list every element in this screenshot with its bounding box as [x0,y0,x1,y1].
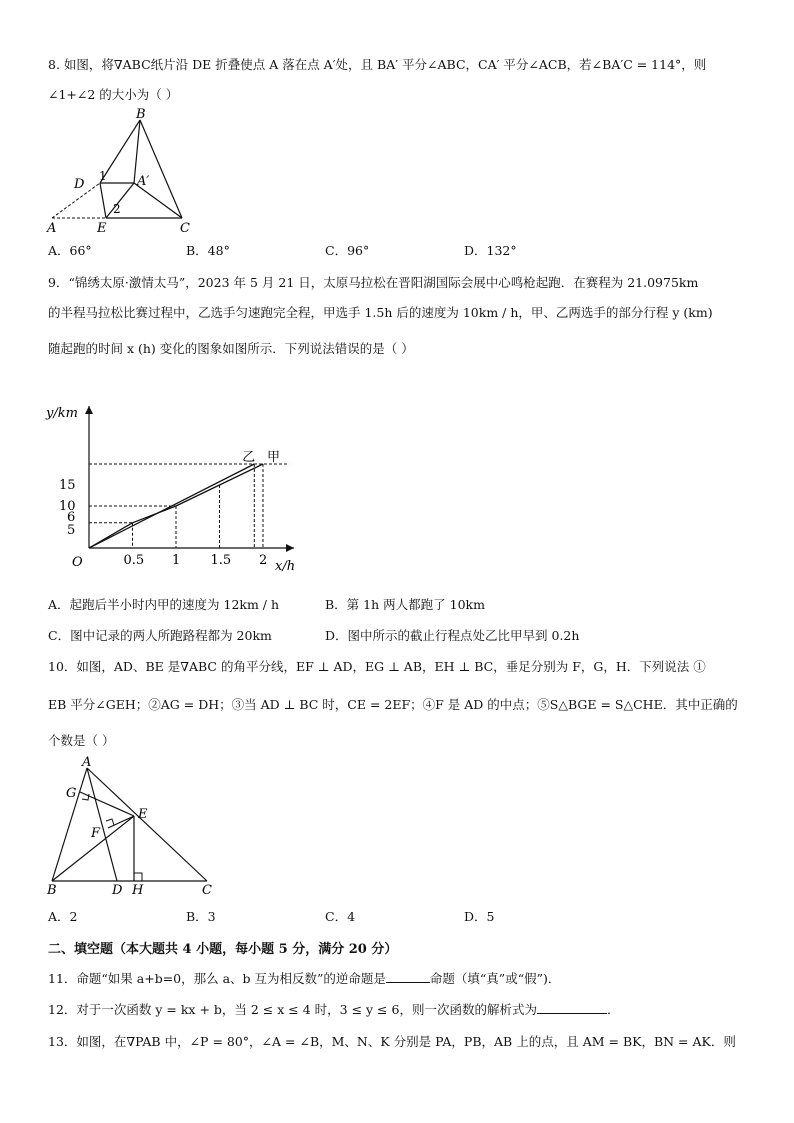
q8-label-d: D [74,177,85,192]
q9-y-axis-label: y/km [46,406,78,421]
q10-option-a: A．2 [48,909,78,924]
q9-line-2: 的半程马拉松比赛过程中，乙选手匀速跑完全程，甲选手 1.5h 后的速度为 10km / h，甲、乙两选手的部分行程 y (km) [48,305,713,320]
q10-label-a: A [82,756,92,770]
q9-option-b: B．第 1h 两人都跑了 10km [325,597,485,612]
q8-label-e: E [97,221,107,236]
q8-label-c: C [180,221,190,236]
q10-line-2: EB 平分∠GEH；②AG = DH；③当 AD ⊥ BC 时，CE = 2EF；④F 是 AD 的中点；⑤S△BGE = S△CHE．其中正确的 [48,697,738,712]
q12-text-a: 12．对于一次函数 y = kx + b，当 2 ≤ x ≤ 4 时，3 ≤ y ≤ 6，则一次函数的解析式为 [48,1002,537,1017]
q10-label-d: D [112,883,123,896]
q8-label-1: 1 [99,169,107,183]
q10-figure [42,756,232,896]
q10-option-d: D．5 [464,909,495,924]
q9-series-label-yi: 乙 [242,450,256,465]
q9-y-tick-0: 5 [67,523,76,538]
q9-origin-label: O [72,555,83,570]
q10-line-1: 10．如图，AD、BE 是∇ABC 的角平分线，EF ⊥ AD，EG ⊥ AB，EH ⊥ BC，垂足分别为 F，G，H．下列说法 ① [48,659,706,674]
q9-x-axis-label: x/h [275,559,296,574]
q8-option-b: B．48° [186,243,230,258]
q10-label-b: B [47,883,57,896]
q10-label-h: H [132,883,144,896]
q8-label-2: 2 [113,202,121,216]
q8-option-d: D．132° [464,243,517,258]
q12-text-b: ． [606,1002,620,1017]
q9-y-tick-2: 10 [59,499,76,514]
q8-label-a: A [47,221,57,236]
q11-line [48,970,748,988]
q9-x-tick-2: 1.5 [210,553,232,568]
q11-answer-blank[interactable] [386,970,430,983]
q10-option-b: B．3 [186,909,216,924]
q8-figure [42,108,212,238]
q9-x-tick-1: 1 [172,553,181,568]
q8-line-1: 8. 如图，将∇ABC纸片沿 DE 折叠使点 A 落在点 A′处，且 BA′ 平分∠ABC，CA′ 平分∠ACB，若∠BA′C = 114°，则 [48,57,707,72]
q12-answer-blank[interactable] [537,1001,607,1014]
q10-label-c: C [202,883,212,896]
q9-x-tick-3: 2 [259,553,268,568]
q9-option-d: D．图中所示的截止行程点处乙比甲早到 0.2h [325,628,580,643]
section-2-title: 二、填空题（本大题共 4 小题，每小题 5 分，满分 20 分） [48,942,398,957]
q12-line [48,1001,748,1019]
q9-series-line-yi [89,464,254,548]
q9-series-label-jia: 甲 [267,450,281,465]
q9-y-tick-3: 15 [59,478,76,493]
q9-line-1: 9．“锦绣太原·激情太马”，2023 年 5 月 21 日，太原马拉松在晋阳湖国际会展中心鸣枪起跑．在赛程为 21.0975km [48,275,699,290]
q9-line-3: 随起跑的时间 x (h) 变化的图象如图所示．下列说法错误的是（ ） [48,341,414,356]
q10-label-g: G [66,786,77,801]
q10-line-3: 个数是（ ） [48,733,115,748]
q8-option-c: C．96° [325,243,370,258]
q9-y-tick-1: 6 [67,509,76,525]
q10-label-e: E [138,807,148,822]
q8-line-2: ∠1+∠2 的大小为（ ） [48,87,179,102]
q9-chart [42,398,312,578]
q11-text-a: 11．命题“如果 a+b=0，那么 a、b 互为相反数”的逆命题是 [48,971,386,986]
q8-label-a-prime: A′ [137,174,150,189]
q8-label-b: B [136,108,146,122]
q9-option-a: A．起跑后半小时内甲的速度为 12km / h [48,597,280,612]
q13-line: 13．如图，在∇PAB 中，∠P = 80°，∠A = ∠B，M、N、K 分别是 PA，PB，AB 上的点，且 AM = BK，BN = AK．则 [48,1034,736,1049]
q11-text-b: 命题（填“真”或“假”)． [429,971,561,986]
q9-option-c: C．图中记录的两人所跑路程都为 20km [48,628,272,643]
q8-option-a: A．66° [48,243,92,258]
q10-option-c: C．4 [325,909,356,924]
q9-x-tick-0: 0.5 [123,553,145,568]
q10-label-f: F [91,826,101,841]
